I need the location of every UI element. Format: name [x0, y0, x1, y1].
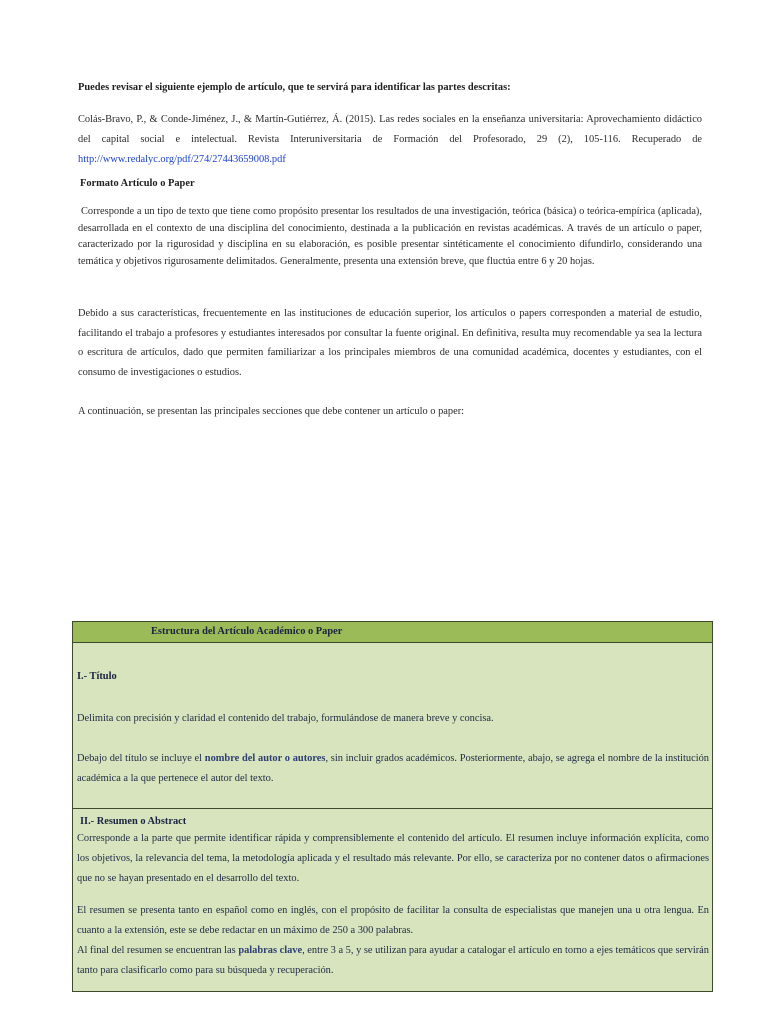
paragraph-sections-intro: A continuación, se presentan las principales secciones que debe contener un artículo o paper: — [78, 406, 465, 417]
format-heading: Formato Artículo o Paper — [80, 178, 195, 189]
paragraph-definition: Corresponde a un tipo de texto que tiene como propósito presentar los resultados de una investigación, teórica (básica) o teórica-empírica (aplicada), desarrollada en el contexto de una disciplina del conocimiento, destinada a la publicación en revistas académicas. A través de un artículo o paper, caracterizado por la rigurosidad y disciplina en su elaboración, es posible presentar sintéticamente el conocimiento difundirlo, considerando una temática y objetivos rigurosamente delimitados. Generalmente, presenta una extensión breve, que fluctúa entre 6 y 20 hojas. — [78, 206, 702, 267]
abstract-section-cell — [73, 809, 712, 991]
author-note-text-after: , sin incluir grados académicos. Posteriormente, abajo, se agrega el nombre de la institución académica a la que pertenece el autor del texto. — [77, 753, 709, 784]
intro-text: Puedes revisar el siguiente ejemplo de artículo, que te servirá para identificar las partes descritas: — [78, 82, 511, 93]
title-section-heading: I.- Título — [77, 671, 117, 682]
reference-link[interactable]: http://www.redalyc.org/pdf/274/27443659008.pdf — [78, 154, 286, 165]
author-highlight: nombre del autor o autores — [204, 753, 326, 764]
reference-text: Colás-Bravo, P., & Conde-Jiménez, J., & Martín-Gutiérrez, Á. (2015). Las redes sociales en la enseñanza universitaria: Aprovechamiento didáctico del capital social e intelectual. Revista Interuniversitaria de Formación del Profesorado, 29 (2), 105-116. Recuperado de — [78, 114, 702, 145]
abstract-section-description: Corresponde a la parte que permite identificar rápida y comprensiblemente el contenido del artículo. El resumen incluye información explícita, como los objetivos, la relevancia del tema, la metodología aplicada y el resultado más relevante. Por ello, se caracteriza por no contener datos o afirmaciones que no se hayan presentado en el desarrollo del texto. — [77, 833, 709, 884]
title-section-cell — [73, 643, 712, 809]
abstract-section-heading: II.- Resumen o Abstract — [80, 816, 187, 827]
structure-table — [72, 621, 713, 992]
reference-citation — [78, 110, 702, 170]
abstract-section-languages: El resumen se presenta tanto en español como en inglés, con el propósito de facilitar la consulta de especialistas que manejen una u otra lengua. En cuanto a la extensión, este se debe redactar en un máximo de 250 a 300 palabras. — [77, 905, 709, 936]
keywords-text-before: Al final del resumen se encuentran las — [77, 945, 239, 956]
paragraph-characteristics: Debido a sus características, frecuentemente en las instituciones de educación superior, los artículos o papers corresponden a material de estudio, facilitando el trabajo a profesores y estudiantes interesados por consultar la fuente original. En definitiva, resulta muy recomendable ya sea la lectura o escritura de artículos, dado que permiten familiarizar a los principales miembros de una comunidad académica, docentes y estudiantes, con el consumo de investigaciones o estudios. — [78, 308, 702, 378]
table-header — [73, 622, 712, 643]
abstract-section-keywords — [77, 941, 709, 981]
title-section-author-note — [77, 749, 709, 789]
author-note-text-before: Debajo del título se incluye el — [77, 753, 205, 764]
keywords-text-after: , entre 3 a 5, y se utilizan para ayudar a catalogar el artículo en torno a ejes temáticos que servirán tanto para clasificarlo como para su búsqueda y recuperación. — [77, 945, 709, 976]
table-header-title: Estructura del Artículo Académico o Paper — [151, 626, 343, 637]
title-section-description: Delimita con precisión y claridad el contenido del trabajo, formulándose de manera breve y concisa. — [77, 713, 494, 724]
keywords-highlight: palabras clave — [238, 945, 303, 956]
